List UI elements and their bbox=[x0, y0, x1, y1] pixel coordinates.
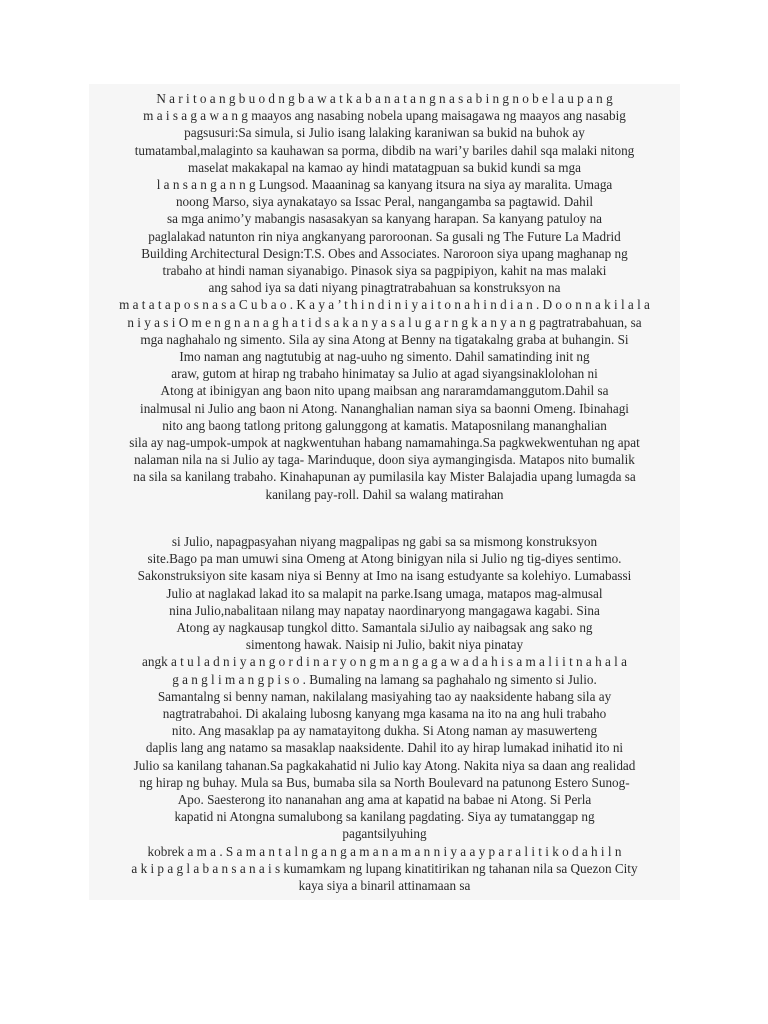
text-line: m a i s a g a w a n g maayos ang nasabing nobela upang maisagawa ng maayos ang nasabig bbox=[143, 108, 626, 124]
text-line: nalaman nila na si Julio ay taga- Marinduque, doon siya aymangingisda. Matapos nito bumalik bbox=[134, 452, 635, 468]
text-line: kaya siya a binaril attinamaan sa bbox=[298, 878, 471, 894]
text-line: trabaho at hindi naman siyanabigo. Pinasok siya sa pagpipiyon, kahit na mas malaki bbox=[162, 263, 607, 279]
text-line: l a n s a n g a n n g Lungsod. Maaaninag sa kanyang itsura na siya ay maralita. Umaga bbox=[156, 177, 613, 193]
text-line: pagantsilyuhing bbox=[342, 826, 427, 842]
text-line: simentong hawak. Naisip ni Julio, bakit niya pinatay bbox=[245, 637, 524, 653]
text-line: ng hirap ng buhay. Mula sa Bus, bumaba sila sa North Boulevard na patunong Estero Sunog- bbox=[139, 774, 630, 790]
text-line: site.Bago pa man umuwi sina Omeng at Atong binigyan nila si Julio ng tig-diyes sentimo. bbox=[147, 551, 622, 567]
text-line: nito ang baong tatlong pritong galunggong at kamatis. Mataposnilang mananghalian bbox=[162, 417, 607, 433]
text-line: sa mga animo’y mabangis nasasakyan sa kanyang harapan. Sa kanyang patuloy na bbox=[166, 211, 603, 227]
text-line: nito. Ang masaklap pa ay namatayitong dukha. Si Atong naman ay masuwerteng bbox=[171, 723, 598, 739]
text-line: paglalakad natunton rin niya angkanyang paroroonan. Sa gusali ng The Future La Madrid bbox=[148, 228, 621, 244]
text-line: Atong ay nagkausap tungkol ditto. Samantala siJulio ay naibagsak ang sako ng bbox=[176, 620, 593, 636]
text-line: tumatambal,malaginto sa kauhawan sa porma, dibdib na wari’y bariles dahil sqa malaki nitong bbox=[134, 142, 635, 158]
text-line: Apo. Saesterong ito nananahan ang ama at kapatid na babae ni Atong. Si Perla bbox=[177, 792, 592, 808]
text-line: si Julio, napagpasyahan niyang magpalipas ng gabi sa sa mismong konstruksyon bbox=[171, 534, 598, 549]
text-line: kapatid ni Atongna sumalubong sa kanilang pagdating. Siya ay tumatanggap ng bbox=[174, 809, 595, 825]
text-line: Building Architectural Design:T.S. Obes and Associates. Naroroon siya upang maghanap ng bbox=[141, 245, 628, 261]
text-line: Sakonstruksiyon site kasam niya si Benny at Imo na isang estudyante sa kolehiyo. Lumabassi bbox=[137, 568, 632, 584]
text-line: nina Julio,nabalitaan nilang may napatay naordinaryong mangagawa kagabi. Sina bbox=[169, 602, 600, 618]
text-line: g a n g l i m a n g p i s o . Bumaling na lamang sa paghahalo ng simento si Julio. bbox=[172, 671, 597, 687]
text-line: na sila sa kanilang trabaho. Kinahapunan ay pumilasila kay Mister Balajadia upang lumagda sa bbox=[133, 469, 636, 485]
text-line: Julio at naglakad lakad ito sa malapit na parke.Isang umaga, matapos mag-almusal bbox=[166, 585, 603, 601]
text-line: mga naghahalo ng simento. Sila ay sina Atong at Benny na tigatakalng graba at buhangin. Si bbox=[140, 331, 629, 347]
text-line: inalmusal ni Julio ang baon ni Atong. Nananghalian naman siya sa baonni Omeng. Ibinahagi bbox=[140, 400, 629, 416]
text-line: Imo naman ang nagtutubig at nag-uuho ng simento. Dahil samatinding init ng bbox=[179, 349, 590, 365]
paragraph-1 bbox=[95, 90, 674, 503]
text-line: angk a t u l a d n i y a n g o r d i n a r y o n g m a n g a g a w a d a h i s a m a l i i t n a h a l a bbox=[142, 654, 627, 670]
text-line: m a t a t a p o s n a s a C u b a o . K a y a ’ t h i n d i n i y a i t o n a h i n d i a n . D o o n n a k i l a l a bbox=[119, 297, 650, 313]
text-line: ang sahod iya sa dati niyang pinagtratrabahuan sa konstruksyon na bbox=[208, 280, 561, 296]
text-line: n i y a s i O m e n g n a n a g h a t i d s a k a n y a s a l u g a r n g k a n y a n g pagtratrabahuan, sa bbox=[127, 314, 642, 330]
text-line: N a r i t o a n g b u o d n g b a w a t k a b a n a t a n g n a s a b i n g n o b e l a u p a n g bbox=[156, 91, 613, 106]
text-line: daplis lang ang natamo sa masaklap naaksidente. Dahil ito ay hirap lumakad inihatid ito ni bbox=[145, 740, 624, 756]
document-page bbox=[89, 84, 680, 900]
paragraph-2 bbox=[95, 533, 674, 894]
text-line: Julio sa kanilang tahanan.Sa pagkakahatid ni Julio kay Atong. Nakita niya sa daan ang realidad bbox=[133, 757, 636, 773]
text-line: kanilang pay-roll. Dahil sa walang matirahan bbox=[265, 486, 504, 502]
text-line: a k i p a g l a b a n s a n a i s kumamkam ng lupang kinatitirikan ng tahanan nila sa Quezon City bbox=[131, 860, 638, 876]
text-line: pagsusuri:Sa simula, si Julio isang lalaking karaniwan sa bukid na buhok ay bbox=[184, 125, 585, 141]
text-line: nagtratrabahoi. Di akalaing lubosng kanyang mga kasama na ito na ang huli trabaho bbox=[162, 706, 607, 722]
text-line: Samantalng si benny naman, nakilalang masiyahing tao ay naaksidente habang sila ay bbox=[157, 688, 612, 704]
text-line: kobrek a m a . S a m a n t a l n g a n g a m a n a m a n n i y a a y p a r a l i t i k o d a h i l n bbox=[147, 843, 622, 859]
text-line: maselat makakapal na kamao ay hindi matatagpuan sa bukid kundi sa mga bbox=[188, 159, 581, 175]
text-line: araw, gutom at hirap ng trabaho hinimatay sa Julio at agad siyangsinaklolohan ni bbox=[171, 366, 598, 382]
text-line: Atong at ibinigyan ang baon nito upang maibsan ang nararamdamanggutom.Dahil sa bbox=[160, 383, 609, 399]
text-line: noong Marso, siya aynakatayo sa Issac Peral, nangangamba sa pagtawid. Dahil bbox=[175, 194, 594, 210]
text-line: sila ay nag-umpok-umpok at nagkwentuhan habang namamahinga.Sa pagkwekwentuhan ng apat bbox=[129, 435, 640, 451]
